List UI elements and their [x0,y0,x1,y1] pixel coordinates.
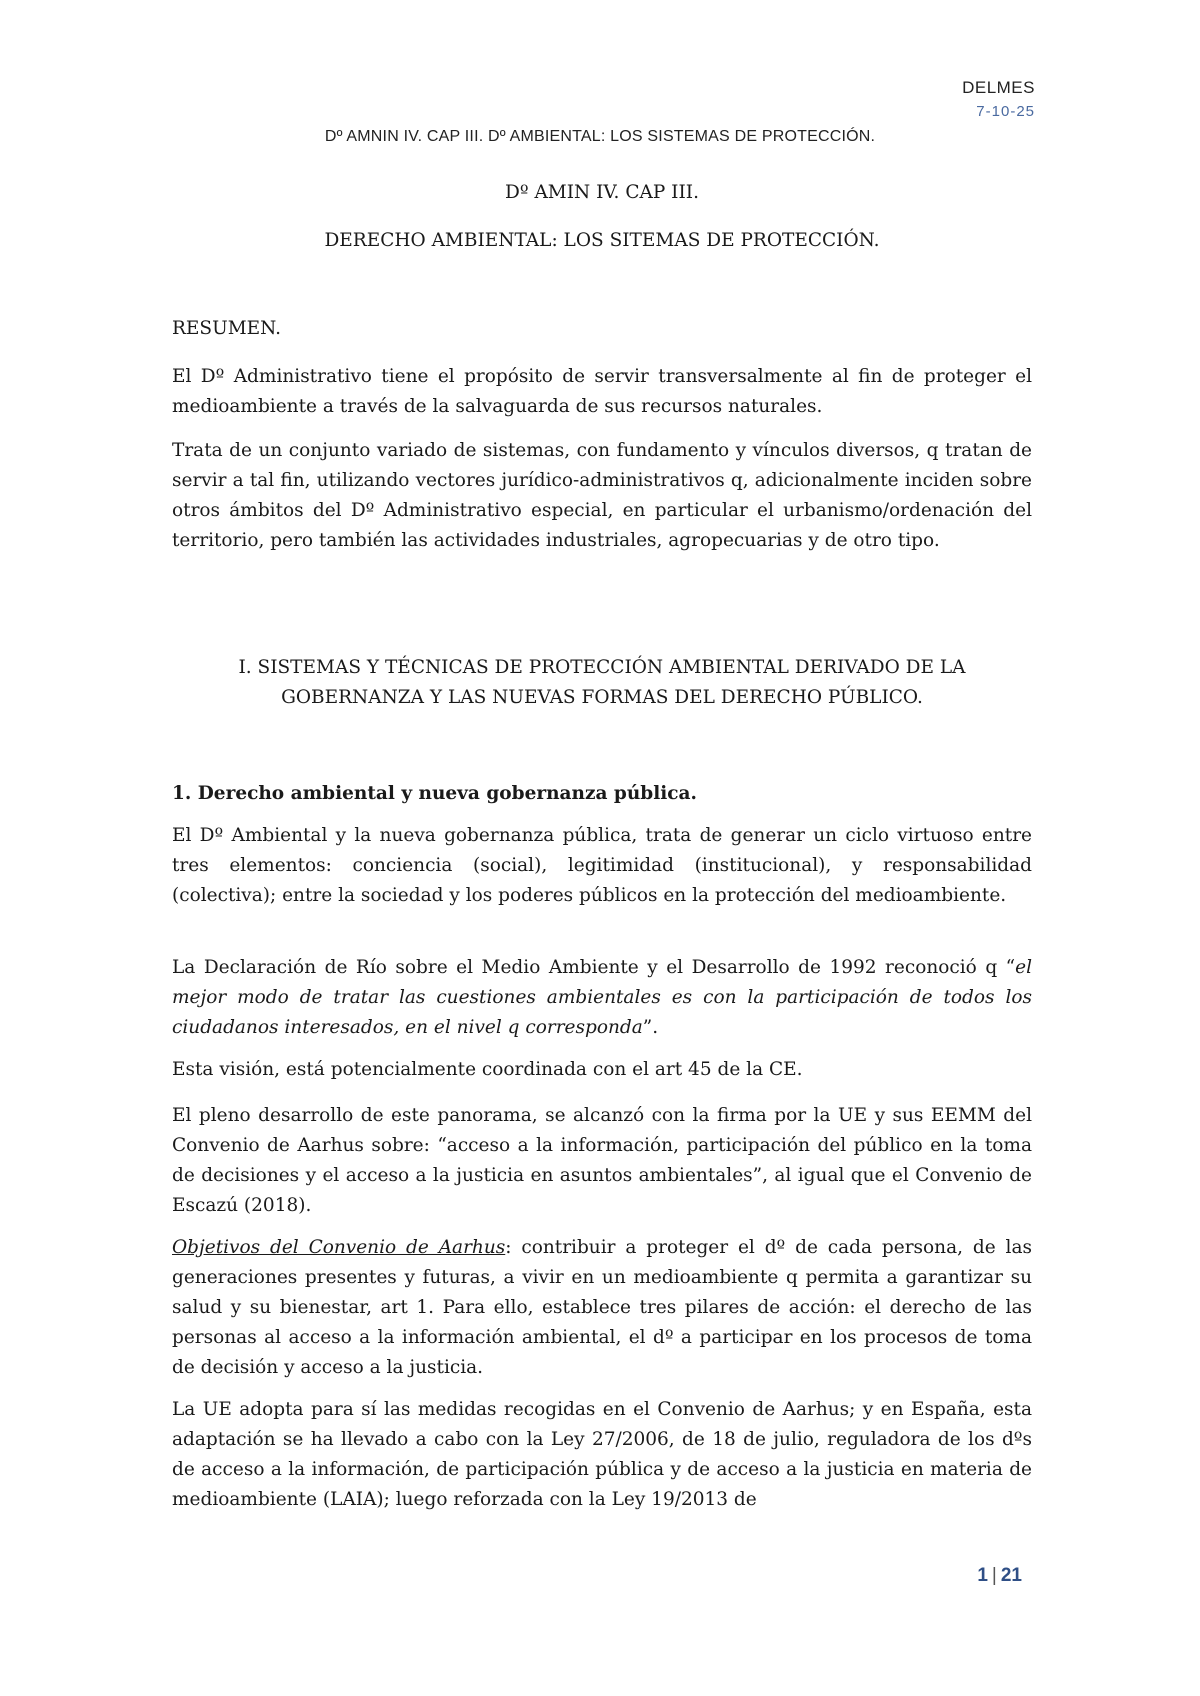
header-date: 7-10-25 [976,103,1035,120]
page-total: 21 [1000,1565,1022,1586]
rio-declaration-quote: el mejor modo de tratar las cuestiones ambientales es con la participación de todos los ciudadanos interesados, en el nivel q corresponda [172,957,1032,1038]
paragraph-2-tail: ”. [642,1017,659,1038]
page-separator: | [991,1565,997,1586]
aarhus-objectives-label: Objetivos del Convenio de Aarhus [172,1237,506,1258]
section-paragraph-3: Esta visión, está potencialmente coordinada con el art 45 de la CE. [172,1059,803,1080]
aarhus-objectives-text: : contribuir a proteger el dº de cada persona, de las generaciones presentes y futuras, a vivir en un medioambiente q permita a garantizar su salud y su bienestar, art 1. Para ello, establece tres pilares de acción: el derecho de las personas al acceso a la información ambiental, el dº a participar en los procesos de toma de decisión y acceso a la justicia. [172,1237,1032,1378]
section-paragraph-2 [172,953,1032,1043]
running-header-title: Dº AMNIN IV. CAP III. Dº AMBIENTAL: LOS SISTEMAS DE PROTECCIÓN. [324,128,876,145]
subsection-heading: 1. Derecho ambiental y nueva gobernanza pública. [172,783,697,804]
page-number [977,1565,1022,1587]
section-paragraph-5 [172,1233,1032,1383]
page-current: 1 [977,1565,988,1586]
resumen-paragraph-2: Trata de un conjunto variado de sistemas, con fundamento y vínculos diversos, q tratan de servir a tal fin, utilizando vectores jurídico-administrativos q, adicionalmente inciden sobre otros ámbitos del Dº Administrativo especial, en particular el urbanismo/ordenación del territorio, pero también las actividades industriales, agropecuarias y de otro tipo. [172,440,1032,551]
resumen-heading: RESUMEN. [172,318,282,339]
document-title-line1: Dº AMIN IV. CAP III. [505,182,699,203]
paragraph-2-lead: La Declaración de Río sobre el Medio Ambiente y el Desarrollo de 1992 reconoció q “ [172,957,1016,978]
section-paragraph-4: El pleno desarrollo de este panorama, se alcanzó con la firma por la UE y sus EEMM del Convenio de Aarhus sobre: “acceso a la información, participación del público en la toma de decisiones y el acceso a la justicia en asuntos ambientales”, al igual que el Convenio de Escazú (2018). [172,1105,1032,1216]
header-author: DELMES [962,78,1035,97]
section-heading: I. SISTEMAS Y TÉCNICAS DE PROTECCIÓN AMBIENTAL DERIVADO DE LA GOBERNANZA Y LAS NUEVAS FORMAS DEL DERECHO PÚBLICO. [238,657,966,708]
section-paragraph-6: La UE adopta para sí las medidas recogidas en el Convenio de Aarhus; y en España, esta adaptación se ha llevado a cabo con la Ley 27/2006, de 18 de julio, reguladora de los dºs de acceso a la información, de participación pública y de acceso a la justicia en materia de medioambiente (LAIA); luego reforzada con la Ley 19/2013 de [172,1399,1032,1510]
resumen-paragraph-1: El Dº Administrativo tiene el propósito de servir transversalmente al fin de proteger el medioambiente a través de la salvaguarda de sus recursos naturales. [172,366,1032,417]
document-title-line2: DERECHO AMBIENTAL: LOS SITEMAS DE PROTECCIÓN. [324,230,880,251]
section-paragraph-1: El Dº Ambiental y la nueva gobernanza pública, trata de generar un ciclo virtuoso entre tres elementos: conciencia (social), legitimidad (institucional), y responsabilidad (colectiva); entre la sociedad y los poderes públicos en la protección del medioambiente. [172,825,1032,906]
